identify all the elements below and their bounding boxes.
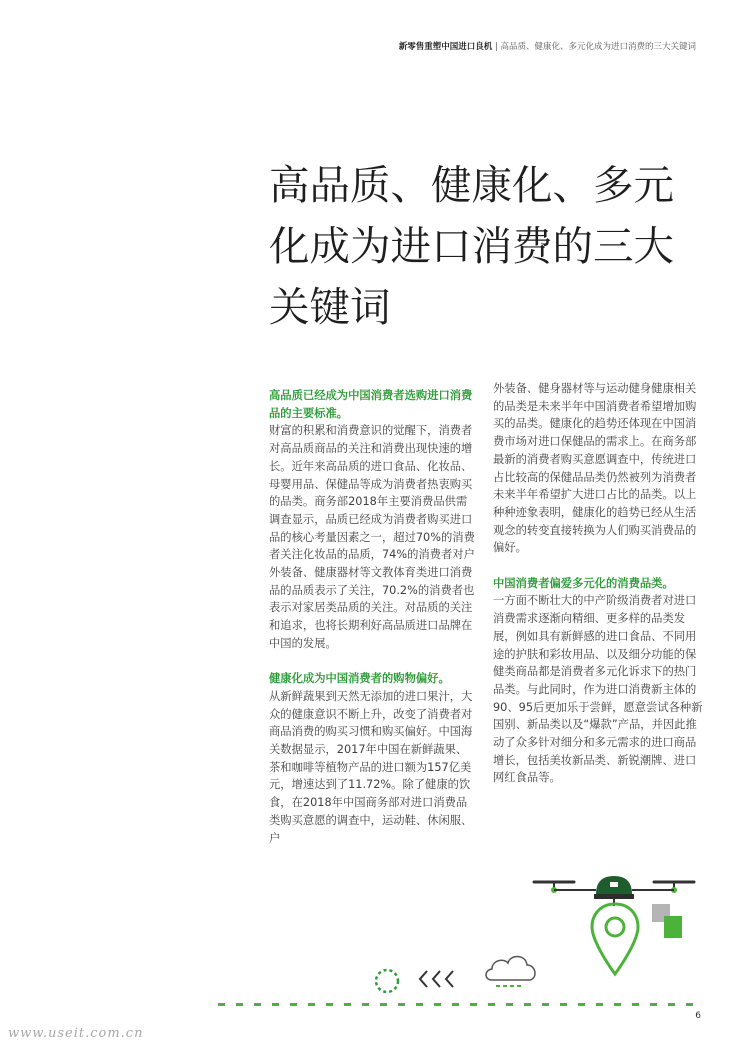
section-heading-quality: 高品质已经成为中国消费者选购进口消费品的主要标准。: [269, 389, 473, 420]
running-header: [399, 40, 696, 52]
paragraph-health: 从新鲜蔬果到天然无添加的进口果汁，大众的健康意识不断上升，改变了消费者对商品消费的购买习惯和购买偏好。中国海关数据显示，2017年中国在新鲜蔬果、茶和咖啡等植物产品的进口额为157亿美元，增速达到了11.72%。除了健康的饮食，在2018年中国商务部对进口消费品类购买意愿的调查中，运动鞋、休闲服、户: [269, 689, 473, 845]
text-column-left: [269, 387, 475, 847]
paragraph-diversity: 一方面不断壮大的中产阶级消费者对进口消费需求逐渐向精细、更多样的品类发展，例如具有新鲜感的进口食品、不同用途的护肤和彩妆用品、以及细分功能的保健类商品都是消费者多元化诉求下的热门品类。与此同时，作为进口消费新主体的90、95后更加乐于尝鲜，愿意尝试各种新国别、新品类以及“爆款”产品，并因此推动了众多针对细分和多元需求的进口商品增长，包括美妆新品类、新锐潮牌、进口网红食品等。: [493, 594, 703, 785]
watermark: www.useit.com.cn: [8, 1026, 144, 1041]
square-blocks-icon: [652, 904, 686, 942]
cloud-icon: [482, 948, 542, 992]
location-pin-icon: [588, 900, 642, 980]
footer-dashed-line: [218, 1003, 700, 1006]
page-title: 高品质、健康化、多元化成为进口消费的三大关键词: [269, 161, 674, 331]
chevron-arrows-icon: [416, 968, 462, 990]
section-heading-diversity: 中国消费者偏爱多元化的消费品类。: [493, 576, 674, 590]
text-column-right: [493, 380, 703, 787]
header-separator: |: [492, 42, 501, 52]
paragraph-quality: 财富的积累和消费意识的觉醒下，消费者对高品质商品的关注和消费出现快速的增长。近年来高品质的进口食品、化妆品、母婴用品、保健品等成为消费者热衷购买的品类。商务部2018年主要消费品供需调查显示，品质已经成为消费者购买进口品的核心考量因素之一，超过70%的消费者关注化妆品的品质，74%的消费者对户外装备、健康器材等文教体育类进口消费品的品质表示了关注，70.2%的消费者也表示对家居类品质的关注。对品质的关注和追求，也将长期利好高品质进口品牌在中国的发展。: [269, 424, 475, 650]
section-heading-health: 健康化成为中国消费者的购物偏好。: [269, 672, 450, 686]
header-section: 高品质、健康化、多元化成为进口消费的三大关键词: [500, 42, 696, 52]
dotted-circle-icon: [372, 966, 402, 996]
header-brand: 新零售重塑中国进口良机: [398, 42, 493, 52]
page-number: 6: [695, 1011, 701, 1021]
paragraph-health-continued: 外装备、健身器材等与运动健身健康相关的品类是未来半年中国消费者希望增加购买的品类。健康化的趋势还体现在中国消费市场对进口保健品的需求上。在商务部最新的消费者购买意愿调查中，传统进口占比较高的保健品品类仍然被列为消费者未来半年希望扩大进口占比的品类。以上种种迹象表明，健康化的趋势已经从生活观念的转变直接转换为人们购买消费品的偏好。: [493, 382, 697, 555]
